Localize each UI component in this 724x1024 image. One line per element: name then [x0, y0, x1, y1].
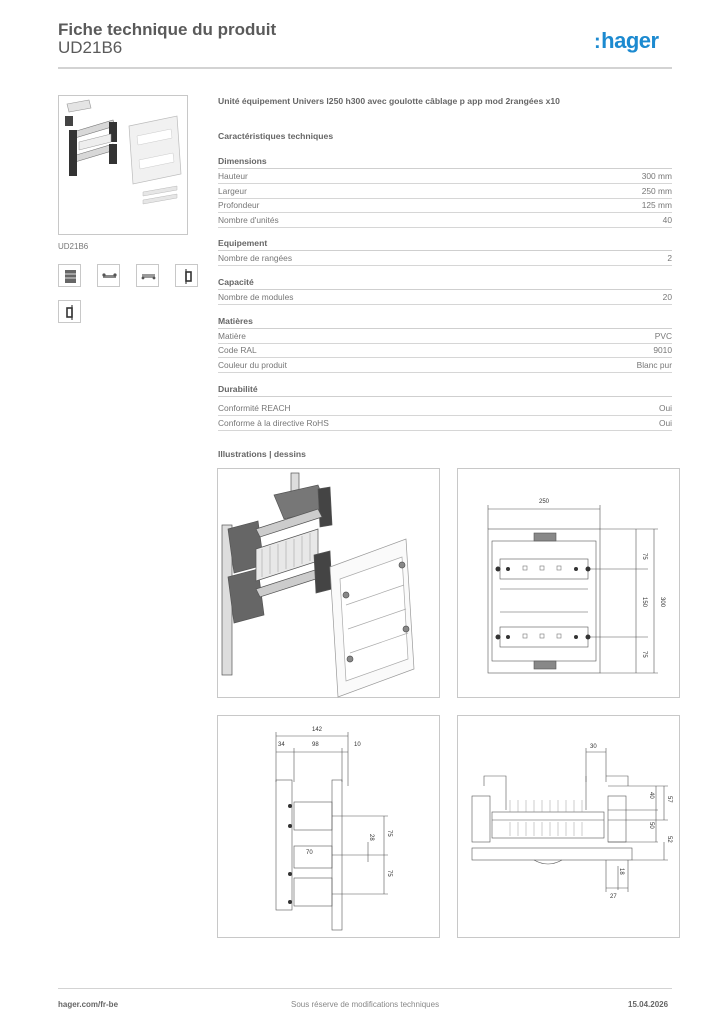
- svg-text:250: 250: [538, 499, 550, 505]
- svg-text:142: 142: [312, 727, 323, 733]
- product-reference: UD21B6: [58, 38, 123, 57]
- bracket-left-icon: [58, 300, 81, 323]
- website-link[interactable]: hager.com/fr-be: [58, 1000, 119, 1009]
- svg-text:27: 27: [610, 894, 617, 900]
- svg-text:75: 75: [641, 553, 647, 560]
- drawing-side-view: [217, 715, 440, 938]
- spec-row: Conformité REACH Oui: [218, 401, 672, 416]
- svg-text:28: 28: [368, 834, 374, 841]
- svg-text:75: 75: [386, 870, 392, 877]
- svg-text:18: 18: [618, 868, 624, 875]
- svg-text:50: 50: [648, 822, 654, 829]
- spec-row: Largeur 250 mm: [218, 184, 672, 199]
- illustrations-heading: Illustrations | dessins: [218, 449, 306, 459]
- product-image-caption: UD21B6: [58, 242, 89, 251]
- footer-divider: [58, 988, 672, 989]
- svg-text:40: 40: [648, 792, 654, 799]
- svg-text:30: 30: [590, 744, 597, 750]
- svg-text:98: 98: [312, 742, 319, 748]
- svg-text:52: 52: [666, 836, 672, 843]
- svg-text:70: 70: [306, 850, 313, 856]
- product-description: Unité équipement Univers l250 h300 avec goulotte câblage p app mod 2rangées x10: [218, 96, 560, 106]
- group-title-capacite: Capacité: [218, 277, 672, 290]
- svg-text:300: 300: [659, 597, 665, 608]
- spec-row: Nombre d'unités 40: [218, 213, 672, 228]
- spec-row: Code RAL 9010: [218, 343, 672, 358]
- product-image: [58, 95, 188, 235]
- spec-row: Couleur du produit Blanc pur: [218, 358, 672, 373]
- svg-text:10: 10: [354, 742, 361, 748]
- svg-text:75: 75: [641, 651, 647, 658]
- disclaimer: Sous réserve de modifications techniques: [291, 1000, 440, 1009]
- spec-row: Matière PVC: [218, 329, 672, 344]
- svg-text:34: 34: [278, 742, 285, 748]
- group-title-dimensions: Dimensions: [218, 156, 672, 169]
- svg-text:150: 150: [641, 597, 647, 608]
- drawing-isometric: [217, 468, 440, 698]
- drawing-top-view: [457, 715, 680, 938]
- spec-row: Nombre de modules 20: [218, 290, 672, 305]
- rail-top-icon: [97, 264, 120, 287]
- header-divider: [58, 67, 672, 69]
- cable-duct-icon: [58, 264, 81, 287]
- characteristics-heading: Caractéristiques techniques: [218, 131, 334, 141]
- bracket-right-icon: [175, 264, 198, 287]
- svg-text:57: 57: [666, 796, 672, 803]
- spec-row: Profondeur 125 mm: [218, 198, 672, 213]
- page-title: Fiche technique du produit: [58, 20, 277, 39]
- group-title-matieres: Matières: [218, 316, 672, 329]
- group-title-durabilite: Durabilité: [218, 384, 672, 397]
- svg-text:75: 75: [386, 830, 392, 837]
- document-date: 15.04.2026: [628, 1000, 669, 1009]
- rail-front-icon: [136, 264, 159, 287]
- group-title-equipement: Equipement: [218, 238, 672, 251]
- spec-row: Conforme à la directive RoHS Oui: [218, 416, 672, 431]
- spec-row: Nombre de rangées 2: [218, 251, 672, 266]
- hager-logo: :hager: [594, 28, 659, 53]
- drawing-front-view: [457, 468, 680, 698]
- spec-row: Hauteur 300 mm: [218, 169, 672, 184]
